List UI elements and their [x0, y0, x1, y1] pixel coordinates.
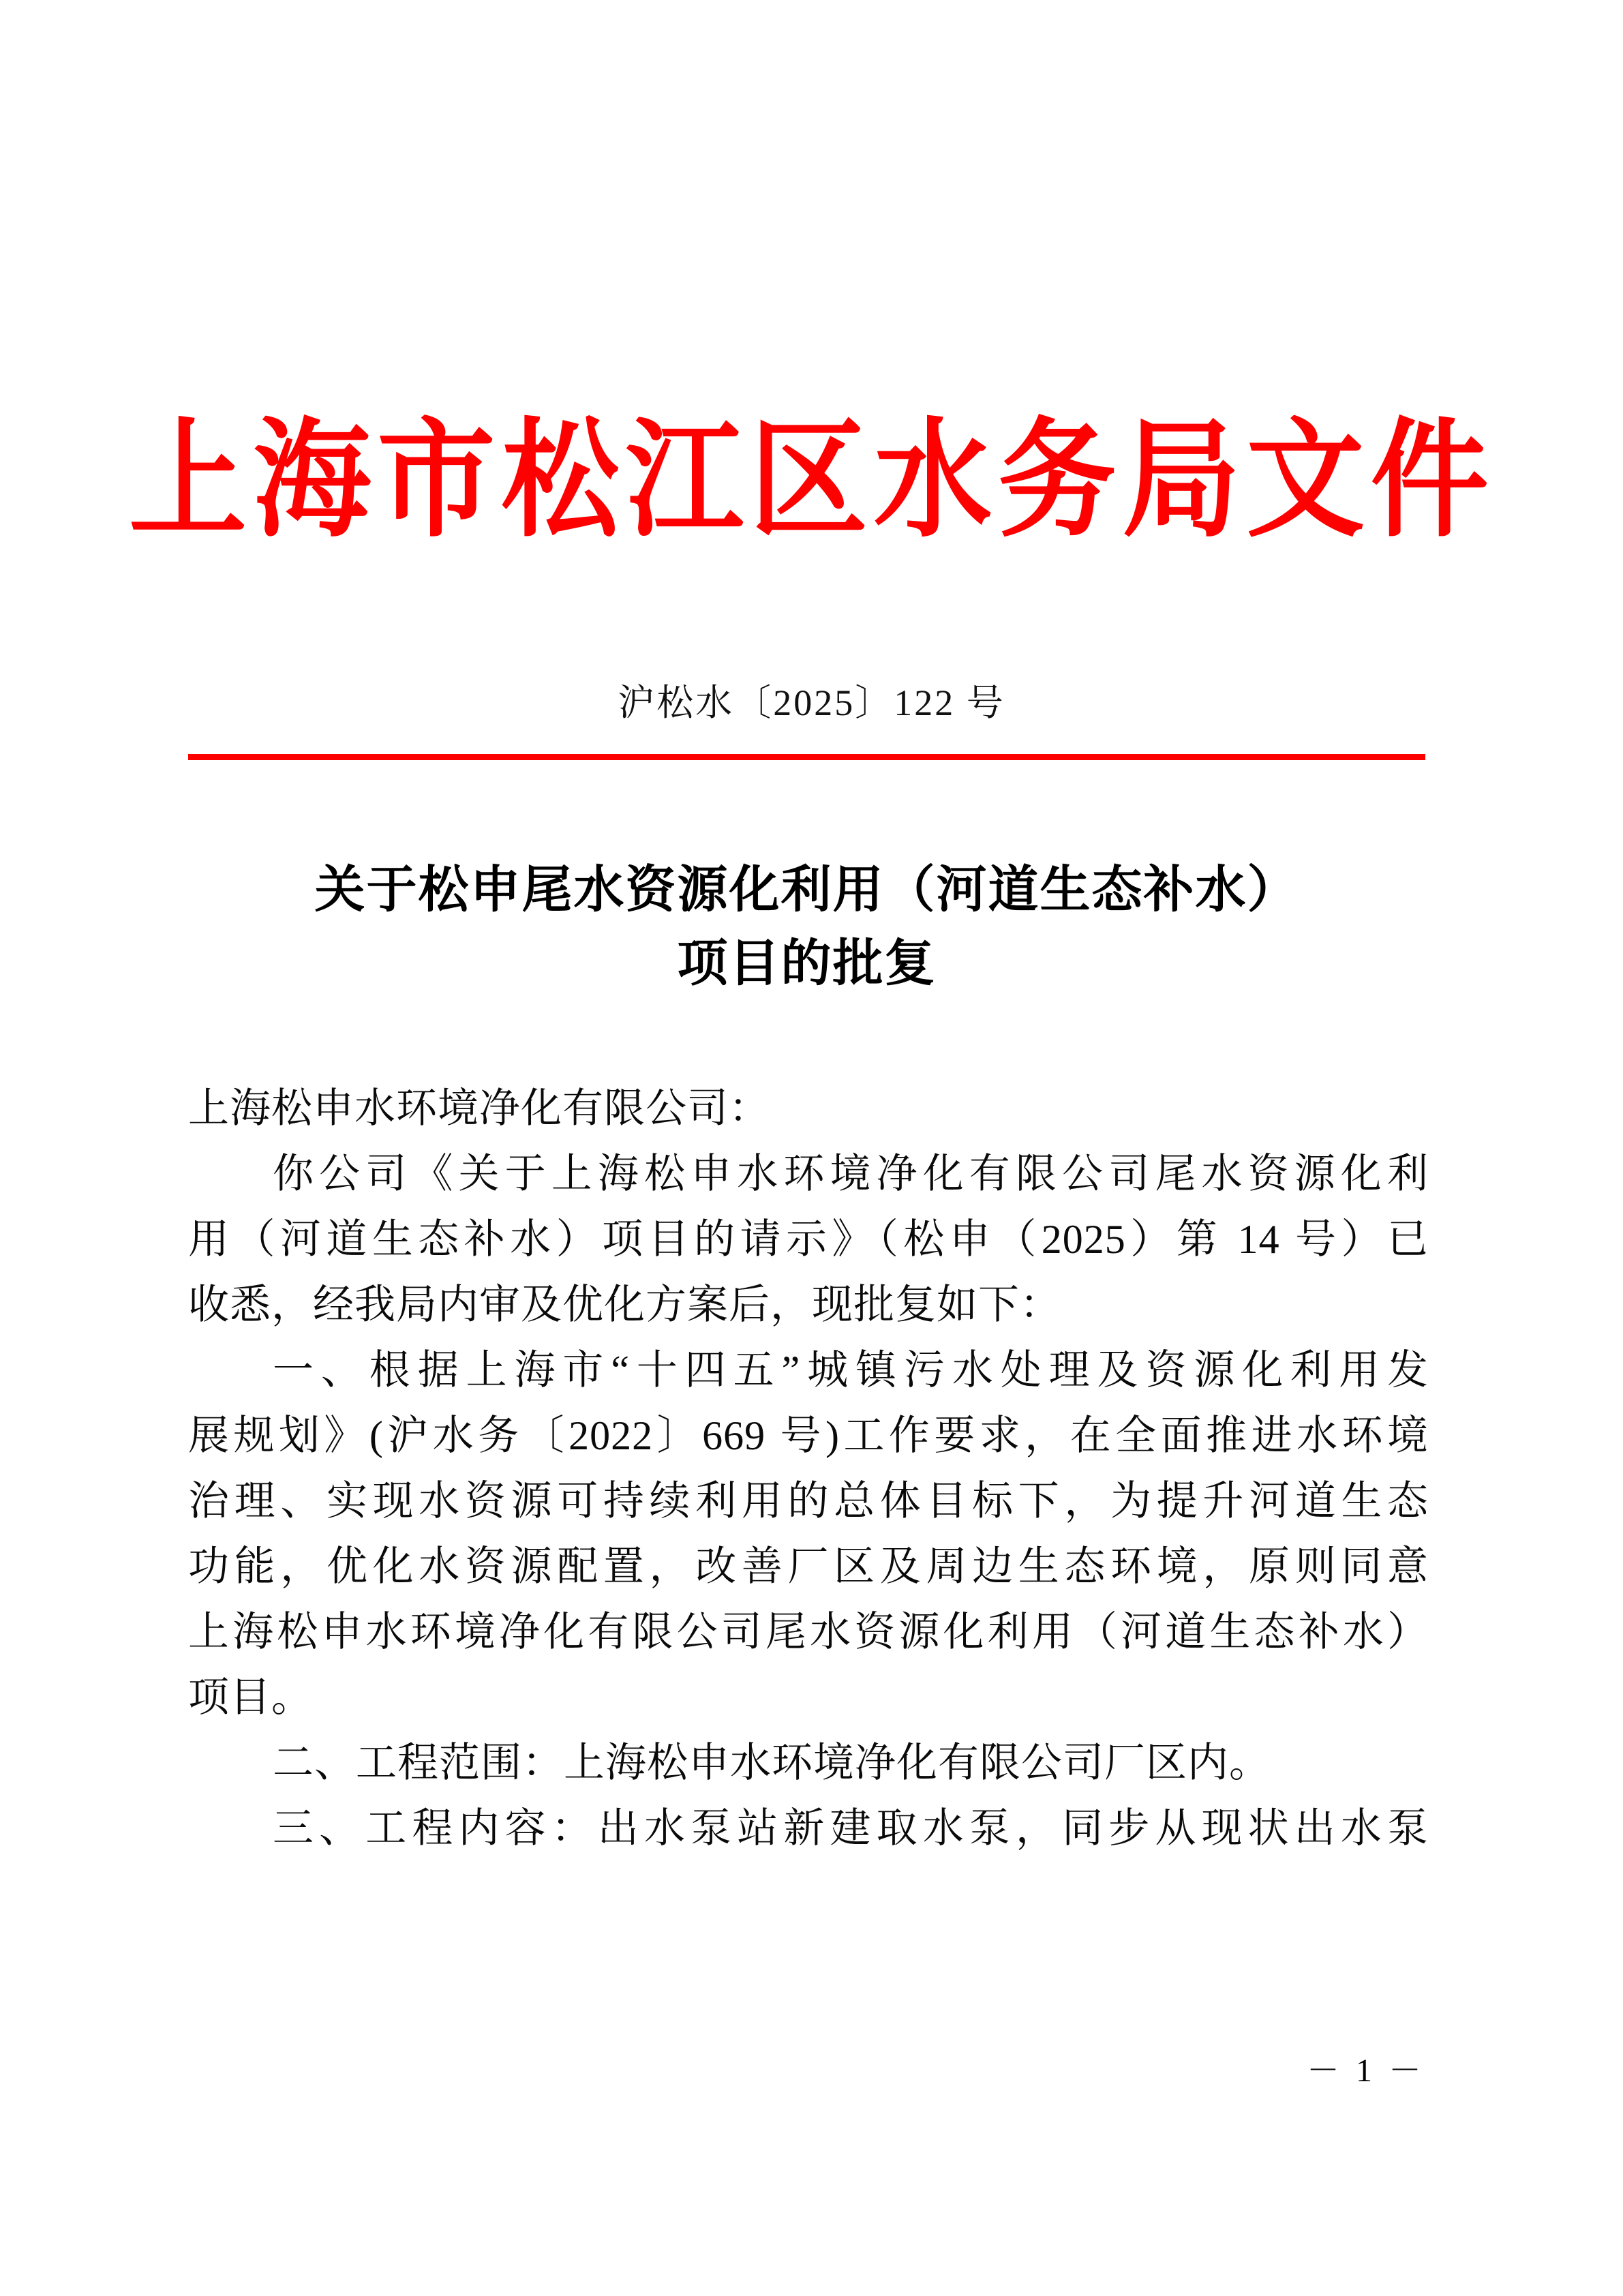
body-line-item-three: 三、工程内容：出水泵站新建取水泵，同步从现状出水泵	[273, 1806, 1429, 1851]
body-line: 治理、实现水资源可持续利用的总体目标下，为提升河道生态	[188, 1479, 1429, 1524]
issuing-organization-title: 上海市松江区水务局文件	[128, 410, 1495, 552]
addressee-line: 上海松申水环境净化有限公司：	[188, 1086, 770, 1131]
document-title-line-1: 关于松申尾水资源化利用（河道生态补水）	[314, 862, 1299, 918]
body-line: 收悉，经我局内审及优化方案后，现批复如下：	[188, 1282, 1061, 1327]
document-serial-number: 沪松水〔2025〕122 号	[618, 682, 1005, 723]
red-separator-rule	[188, 754, 1425, 760]
document-title	[188, 854, 1425, 1001]
masthead	[0, 410, 1623, 552]
body-line: 你公司《关于上海松申水环境净化有限公司尾水资源化利	[273, 1151, 1429, 1196]
body-line-item-one: 一、根据上海市“十四五”城镇污水处理及资源化利用发	[273, 1348, 1429, 1393]
body-line: 上海松申水环境净化有限公司尾水资源化利用（河道生态补水）	[188, 1610, 1429, 1655]
page-number: － 1 －	[1306, 2053, 1425, 2089]
body-line: 展规划》(沪水务〔2022〕669 号)工作要求，在全面推进水环境	[188, 1413, 1429, 1458]
body-line: 用（河道生态补水）项目的请示》（松申（2025）第 14 号）已	[188, 1217, 1429, 1262]
body-line-item-two: 二、工程范围：上海松申水环境净化有限公司厂区内。	[273, 1740, 1271, 1785]
body-line: 项目。	[188, 1675, 313, 1720]
document-title-line-2: 项目的批复	[677, 936, 937, 992]
body-line: 功能，优化水资源配置，改善厂区及周边生态环境，原则同意	[188, 1544, 1429, 1589]
document-body	[188, 1076, 1429, 1861]
